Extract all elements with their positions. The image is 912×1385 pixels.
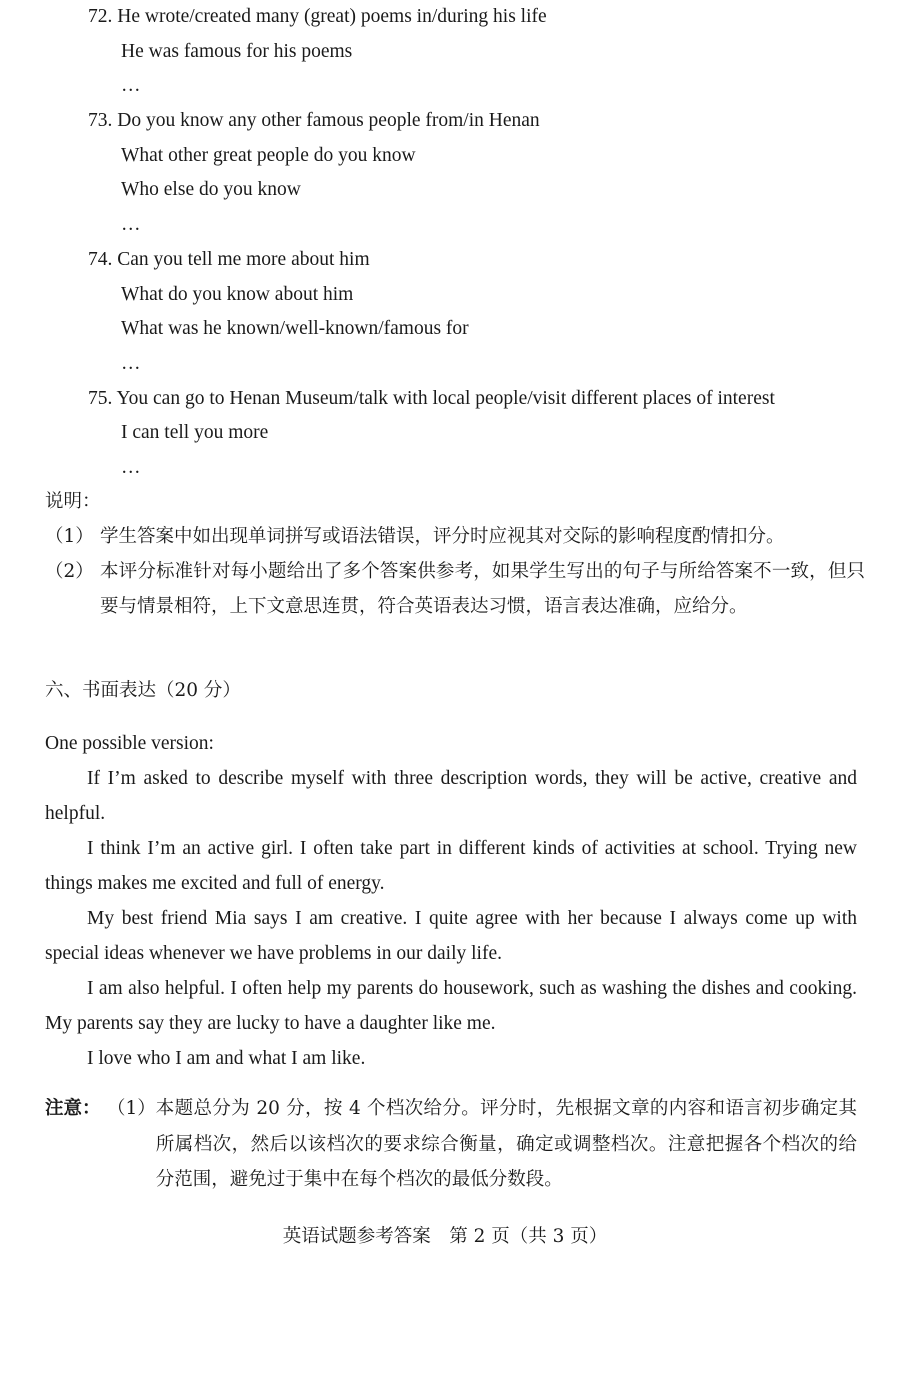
answer-74-main: 74. Can you tell me more about him — [88, 248, 370, 270]
essay-label: One possible version: — [45, 733, 214, 754]
attention-note — [45, 1091, 857, 1198]
answer-72-main: 72. He wrote/created many (great) poems in/during his life — [88, 6, 547, 27]
note-item-2-number: （2） — [45, 561, 94, 582]
note-item-1-text: 学生答案中如出现单词拼写或语法错误，评分时应视其对交际的影响程度酌情扣分。 — [100, 526, 785, 547]
answer-74-ellipsis: … — [121, 352, 141, 374]
essay-paragraph-5: I love who I am and what I am like. — [87, 1048, 366, 1069]
note-item-2 — [45, 554, 865, 624]
answer-73-main: 73. Do you know any other famous people from/in Henan — [88, 110, 540, 132]
answer-74-alt-2: What was he known/well-known/famous for — [121, 318, 469, 340]
page-footer: 英语试题参考答案 第 2 页（共 3 页） — [282, 1226, 608, 1247]
scoring-notes — [45, 485, 865, 624]
answer-72-alt-1: He was famous for his poems — [121, 40, 353, 62]
essay-paragraph-3: My best friend Mia says I am creative. I quite agree with her because I always come up with special ideas whenever we have problems in our daily life. — [45, 908, 857, 964]
note-item-1-number: （1） — [45, 526, 94, 547]
attention-lead: 注意： — [45, 1098, 101, 1119]
answer-73-alt-2: Who else do you know — [121, 179, 301, 201]
answer-73-ellipsis: … — [121, 214, 141, 236]
answer-75-main: 75. You can go to Henan Museum/talk with local people/visit different places of interest — [88, 387, 775, 409]
answer-73-alt-1: What other great people do you know — [121, 144, 416, 166]
note-item-1 — [45, 519, 865, 554]
answer-74-alt-1: What do you know about him — [121, 283, 354, 305]
answer-75-ellipsis: … — [121, 456, 141, 478]
dialogue-answers — [88, 0, 888, 486]
section-six-heading: 六、书面表达（20 分） — [45, 680, 241, 701]
notes-title: 说明： — [45, 491, 101, 512]
essay-paragraph-2: I think I’m an active girl. I often take part in different kinds of activities at school. Trying new things makes me excited and full of energy. — [45, 838, 857, 894]
answer-75-alt-1: I can tell you more — [121, 422, 269, 444]
attention-number: （1） — [107, 1098, 156, 1119]
attention-text: 本题总分为 20 分，按 4 个档次给分。评分时，先根据文章的内容和语言初步确定其所属档次，然后以该档次的要求综合衡量，确定或调整档次。注意把握各个档次的给分范围，避免过于集中在每个档次的最低分数段。 — [155, 1098, 857, 1190]
sample-essay — [45, 726, 857, 1076]
answer-72-ellipsis: … — [121, 75, 141, 97]
note-item-2-text: 本评分标准针对每小题给出了多个答案供参考，如果学生写出的句子与所给答案不一致，但只要与情景相符，上下文意思连贯，符合英语表达习惯，语言表达准确，应给分。 — [100, 561, 865, 617]
essay-paragraph-1: If I’m asked to describe myself with three description words, they will be active, creative and helpful. — [45, 768, 857, 824]
essay-paragraph-4: I am also helpful. I often help my parents do housework, such as washing the dishes and cooking. My parents say they are lucky to have a daughter like me. — [45, 978, 857, 1034]
